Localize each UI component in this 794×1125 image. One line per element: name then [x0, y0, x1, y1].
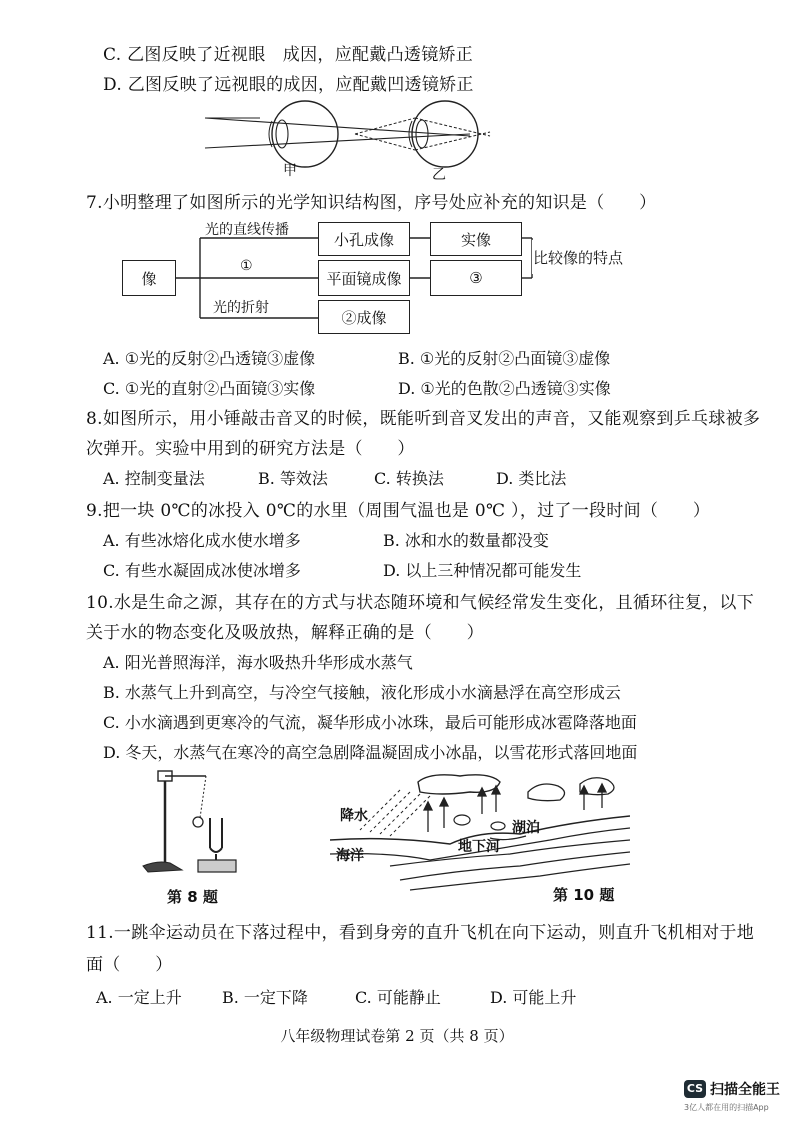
q7-option-b: B. ①光的反射②凸面镜③虚像 [398, 349, 611, 368]
scanner-brand-name: 扫描全能王 [710, 1081, 780, 1098]
q10-stem-line1: 10.水是生命之源，其存在的方式与状态随环境和气候经常发生变化，且循环往复，以下 [86, 593, 755, 613]
q7-option-a: A. ①光的反射②凸透镜③虚像 [103, 349, 316, 368]
q10-option-b: B. 水蒸气上升到高空，与冷空气接触，液化形成小水滴悬浮在高空形成云 [103, 683, 621, 702]
diagram-box-blank2: ②成像 [318, 300, 410, 334]
water-cycle-label-lake: 湖泊 [512, 820, 540, 836]
camscanner-logo-icon: CS [684, 1080, 706, 1098]
q6-option-d: D. 乙图反映了远视眼的成因，应配戴凹透镜矫正 [103, 75, 474, 95]
q6-option-c: C. 乙图反映了近视眼 成因，应配戴凸透镜矫正 [103, 45, 474, 65]
page-footer: 八年级物理试卷第 2 页（共 8 页） [280, 1027, 514, 1045]
q8-option-d: D. 类比法 [496, 469, 567, 488]
eye-label-yi: 乙 [432, 167, 446, 183]
q9-option-a: A. 有些冰熔化成水使水增多 [103, 531, 301, 550]
diagram-box-pinhole: 小孔成像 [318, 222, 410, 256]
q11-option-a: A. 一定上升 [96, 988, 182, 1007]
diagram-path-blank1: ① [240, 258, 253, 274]
q10-stem-line2: 关于水的物态变化及吸放热，解释正确的是（ ） [86, 623, 484, 643]
diagram-path-refraction: 光的折射 [213, 300, 269, 316]
tuning-fork-figure [138, 768, 258, 878]
diagram-path-straight: 光的直线传播 [205, 222, 289, 238]
q11-stem-line1: 11.一跳伞运动员在下落过程中，看到身旁的直升飞机在向下运动，则直升飞机相对于地 [86, 923, 755, 943]
water-cycle-label-sea: 海洋 [336, 848, 364, 864]
water-cycle-label-underground-river: 地下河 [458, 839, 500, 855]
figure-8-caption: 第 8 题 [167, 888, 218, 906]
eye-label-jia: 甲 [283, 163, 297, 179]
eye-diagram-jia [205, 101, 470, 167]
q8-option-c: C. 转换法 [374, 469, 444, 488]
q9-option-b: B. 冰和水的数量都没变 [383, 531, 549, 550]
q7-option-d: D. ①光的色散②凸透镜③实像 [398, 379, 611, 398]
q8-option-a: A. 控制变量法 [103, 469, 205, 488]
figure-10-caption: 第 10 题 [553, 886, 615, 904]
q11-option-b: B. 一定下降 [222, 988, 308, 1007]
q7-stem: 7.小明整理了如图所示的光学知识结构图，序号处应补充的知识是（ ） [86, 193, 657, 213]
q7-option-c: C. ①光的直射②凸面镜③实像 [103, 379, 316, 398]
diagram-compare-label: 比较像的特点 [532, 240, 624, 274]
water-cycle-label-rain: 降水 [340, 808, 368, 824]
scanner-brand-tagline: 3亿人都在用的扫描App [684, 1103, 769, 1112]
scanner-watermark [684, 1078, 780, 1099]
q10-option-d: D. 冬天，水蒸气在寒冷的高空急剧降温凝固成小冰晶，以雪花形式落回地面 [103, 743, 638, 762]
diagram-box-real-image: 实像 [430, 222, 522, 256]
q11-option-d: D. 可能上升 [490, 988, 577, 1007]
diagram-root-box: 像 [122, 260, 176, 296]
q9-option-c: C. 有些水凝固成冰使冰增多 [103, 561, 301, 580]
water-cycle-figure [330, 770, 630, 892]
diagram-box-plane-mirror: 平面镜成像 [318, 260, 410, 296]
eye-diagrams [200, 96, 500, 182]
q11-option-c: C. 可能静止 [355, 988, 441, 1007]
q8-stem-line1: 8.如图所示，用小锤敲击音叉的时候，既能听到音叉发出的声音，又能观察到乒乓球被多 [86, 409, 761, 429]
q8-stem-line2: 次弹开。实验中用到的研究方法是（ ） [86, 439, 415, 459]
q10-option-a: A. 阳光普照海洋，海水吸热升华形成水蒸气 [103, 653, 413, 672]
q9-stem: 9.把一块 0℃的冰投入 0℃的水里（周围气温也是 0℃ ），过了一段时间（ ） [86, 501, 711, 521]
q8-option-b: B. 等效法 [258, 469, 328, 488]
q9-option-d: D. 以上三种情况都可能发生 [383, 561, 582, 580]
q11-stem-line2: 面（ ） [86, 955, 173, 975]
diagram-box-blank3: ③ [430, 260, 522, 296]
q10-option-c: C. 小水滴遇到更寒冷的气流，凝华形成小冰珠，最后可能形成冰雹降落地面 [103, 713, 637, 732]
